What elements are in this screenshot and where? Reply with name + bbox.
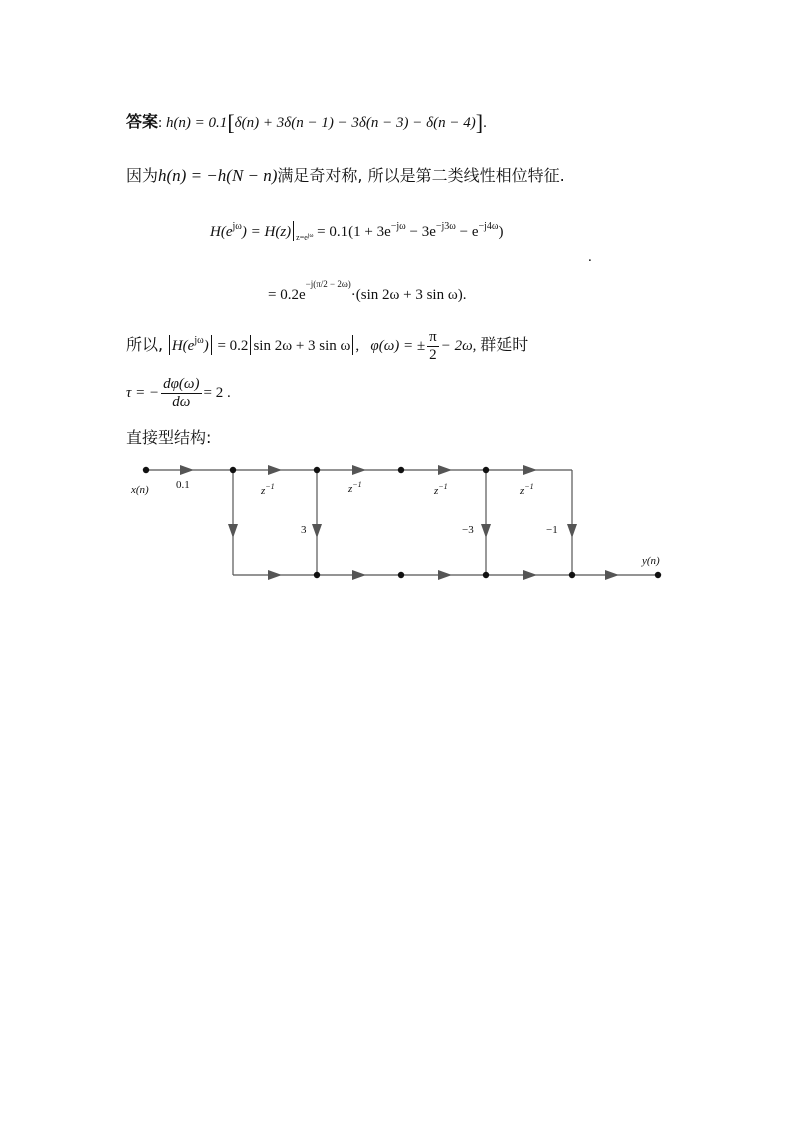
transfer-mid: ) = H(z) (241, 224, 292, 240)
transfer-lhs: H(e (210, 224, 233, 240)
magnitude-body: sin 2ω + 3 sin ω (253, 337, 351, 354)
arrow-tap-0 (228, 524, 238, 538)
transfer-sub: z=e (296, 233, 308, 242)
node-input (143, 467, 149, 473)
arrow-delay-3 (438, 465, 452, 475)
transfer-dot: . (588, 249, 592, 265)
arrow-delay-4 (523, 465, 537, 475)
node-top-2 (314, 467, 320, 473)
tap-label-4: −1 (546, 524, 558, 536)
magnitude-h-sup: jω (194, 334, 204, 346)
node-bottom-4 (569, 572, 575, 578)
magnitude-h: H(e (171, 337, 195, 354)
delay-label-2: $z^{-1}$ (348, 480, 362, 495)
pi-den: 2 (429, 347, 437, 363)
transfer-line2-rhs: ·(sin 2ω + 3 sin ω). (350, 287, 467, 303)
gain-label: 0.1 (176, 479, 190, 491)
structure-title: 直接型结构: (126, 428, 212, 447)
term3: − e (455, 224, 479, 240)
term2: − 3e (405, 224, 436, 240)
symmetry-suffix: 满足奇对称, 所以是第二类线性相位特征. (277, 166, 565, 185)
group-delay-label: 群延时 (480, 334, 529, 354)
right-bracket: ] (475, 110, 484, 135)
term3-sup: −j4ω (478, 221, 499, 232)
magnitude-comma: , (355, 337, 360, 354)
tap-label-1: 3 (301, 524, 307, 536)
arrow-tap-3 (481, 524, 491, 538)
answer-formula-body: δ(n) + 3δ(n − 1) − 3δ(n − 3) − δ(n − 4) (234, 115, 476, 131)
magnitude-h-close: ) (203, 337, 209, 354)
top-arrows (180, 465, 619, 580)
node-top-1 (230, 467, 236, 473)
arrow-bottom-2 (352, 570, 366, 580)
arrow-tap-4 (567, 524, 577, 538)
magnitude-eq: = 0.2 (217, 337, 249, 354)
node-bottom-2 (398, 572, 404, 578)
delay-num: dφ(ω) (163, 376, 200, 392)
tap-label-3: −3 (462, 524, 474, 536)
output-label: y(n) (642, 555, 660, 567)
answer-colon: : (158, 115, 163, 131)
arrow-bottom-1 (268, 570, 282, 580)
input-label: x(n) (131, 484, 149, 496)
answer-label: 答案 (126, 112, 159, 131)
transfer-close: ) (498, 224, 504, 240)
term1-sup: −jω (390, 221, 406, 232)
transfer-sub-sup: jω (307, 233, 314, 239)
delay-den: dω (172, 394, 191, 410)
transfer-lhs-sup: jω (232, 221, 242, 232)
phase-rhs: − 2ω, (440, 337, 477, 354)
arrow-bottom-3 (438, 570, 452, 580)
delay-label-4: $z^{-1}$ (520, 482, 534, 497)
node-bottom-1 (314, 572, 320, 578)
node-output (655, 572, 661, 578)
term2-sup: −j3ω (435, 221, 456, 232)
symmetry-prefix: 因为 (126, 166, 159, 185)
left-bracket: [ (227, 110, 235, 135)
arrow-gain (180, 465, 194, 475)
magnitude-prefix: 所以, (126, 334, 164, 354)
node-top-3 (398, 467, 404, 473)
transfer-line2-lhs: = 0.2e (268, 287, 306, 303)
delay-label-1: $z^{-1}$ (261, 482, 275, 497)
delay-rhs: = 2 . (203, 384, 231, 401)
answer-formula-lhs: h(n) = 0.1 (165, 115, 228, 131)
arrow-tap-1 (312, 524, 322, 538)
delay-lhs: τ = − (126, 384, 160, 401)
nodes (143, 467, 661, 578)
transfer-line2-sup: −j(π/2 − 2ω) (305, 279, 351, 289)
answer-end: . (483, 115, 487, 131)
phase-lhs: φ(ω) = ± (370, 337, 426, 354)
transfer-rhs: = 0.1(1 + 3e (317, 224, 391, 240)
node-bottom-3 (483, 572, 489, 578)
delay-label-3: $z^{-1}$ (434, 482, 448, 497)
arrow-bottom-4 (523, 570, 537, 580)
arrow-delay-2 (352, 465, 366, 475)
symmetry-formula: h(n) = −h(N − n) (158, 166, 278, 185)
arrow-delay-1 (268, 465, 282, 475)
node-top-4 (483, 467, 489, 473)
pi-num: π (429, 329, 437, 345)
arrow-bottom-5 (605, 570, 619, 580)
